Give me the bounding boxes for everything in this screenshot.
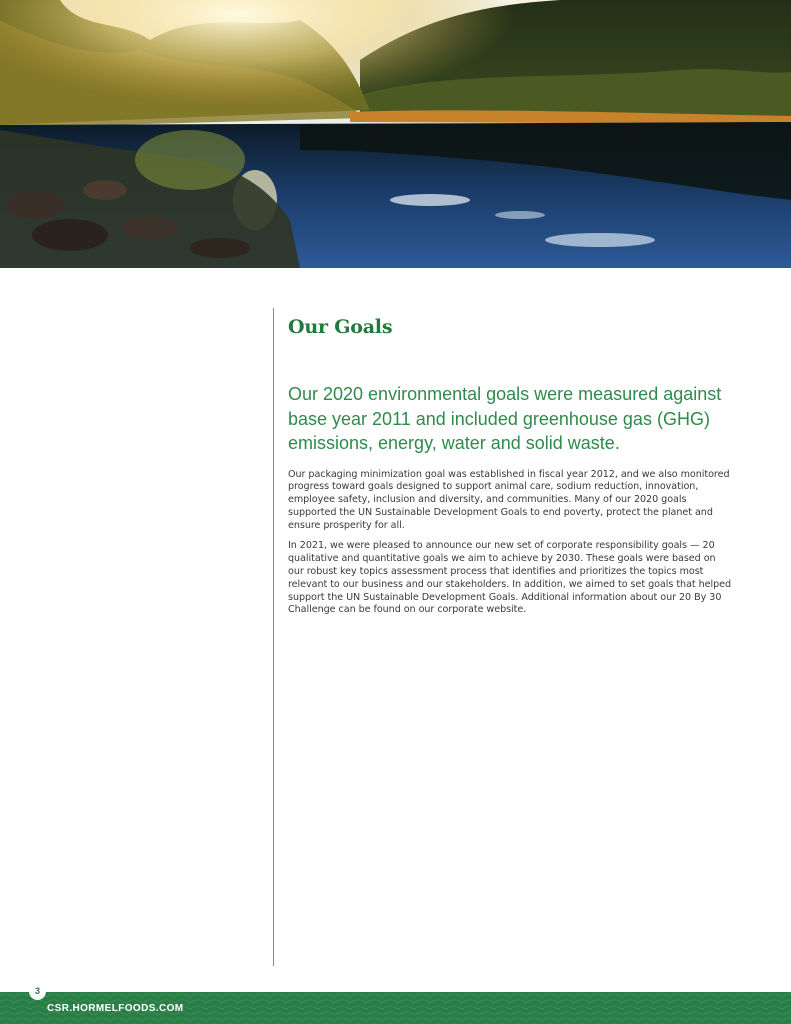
page-number-badge: 3	[29, 983, 46, 1000]
section-title: Our Goals	[288, 316, 393, 338]
lead-paragraph: Our 2020 environmental goals were measured against base year 2011 and included greenhouse gas (GHG) emissions, energy, water and solid waste.	[288, 384, 722, 453]
goals-section	[288, 316, 732, 625]
hero-photo	[0, 0, 791, 268]
column-divider	[273, 308, 274, 966]
body-paragraph-2: In 2021, we were pleased to announce our new set of corporate responsibility goals — 20 qualitative and quantitative goals we aim to achieve by 2030. These goals were based on our robust key topics assessment process that identifies and prioritizes the topics most relevant to our business and our stakeholders. In addition, we aimed to set goals that helped support the UN Sustainable Development Goals. Additional information about our 20 By 30 Challenge can be found on our corporate website.	[288, 540, 732, 616]
body-paragraph-1: Our packaging minimization goal was established in fiscal year 2012, and we also monitored progress toward goals designed to support animal care, sodium reduction, innovation, employee safety, inclusion and diversity, and communities. Many of our 2020 goals supported the UN Sustainable Development Goals to end poverty, protect the planet and ensure prosperity for all.	[288, 468, 730, 531]
lake-landscape-image	[0, 0, 791, 268]
footer-website-link[interactable]: CSR.HORMELFOODS.COM	[47, 1003, 184, 1014]
